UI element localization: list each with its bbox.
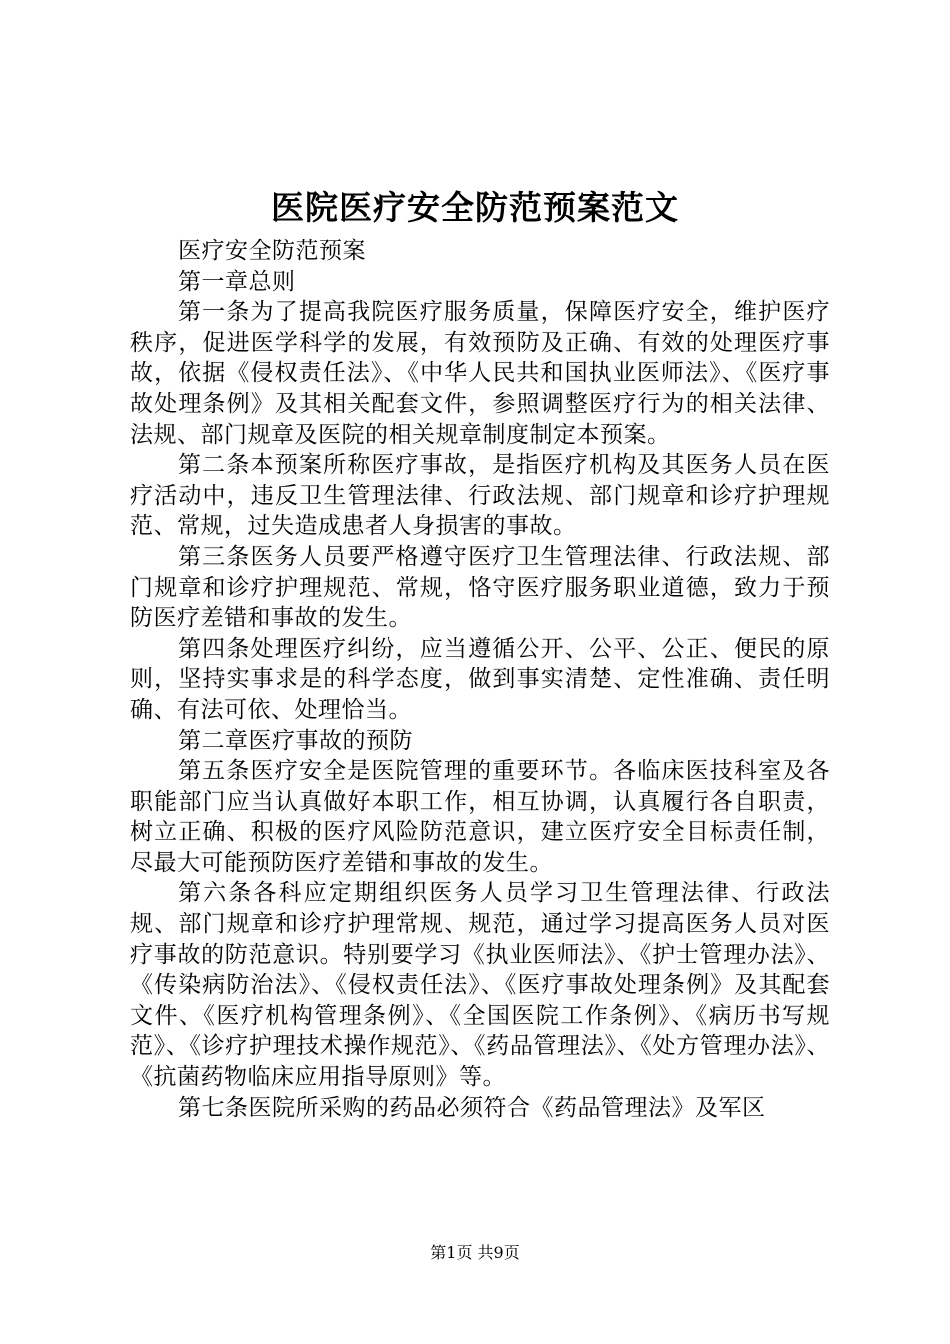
chapter-heading: 第二章医疗事故的预防 [178, 727, 413, 754]
chapter-heading: 第一章总则 [178, 268, 296, 295]
paragraph: 第六条各科应定期组织医务人员学习卫生管理法律、行政法规、部门规章和诊疗护理常规、规范，通过学习提高医务人员对医疗事故的防范意识。特别要学习《执业医师法》、《护士管理办法》、《传染病防治法》、《侵权责任法》、《医疗事故处理条例》及其配套文件、《医疗机构管理条例》、《全国医院工作条例》、《病历书写规范》、《诊疗护理技术操作规范》、《药品管理法》、《处方管理办法》、《抗菌药物临床应用指导原则》等。 [130, 880, 830, 1091]
paragraph: 第七条医院所采购的药品必须符合《药品管理法》及军区 [178, 1094, 766, 1121]
section-heading: 医疗安全防范预案 [178, 238, 366, 264]
paragraph: 第三条医务人员要严格遵守医疗卫生管理法律、行政法规、部门规章和诊疗护理规范、常规，恪守医疗服务职业道德，致力于预防医疗差错和事故的发生。 [130, 543, 830, 632]
document-title: 医院医疗安全防范预案范文 [271, 188, 679, 227]
paragraph: 第一条为了提高我院医疗服务质量，保障医疗安全，维护医疗秩序，促进医学科学的发展，有效预防及正确、有效的处理医疗事故，依据《侵权责任法》、《中华人民共和国执业医师法》、《医疗事故处理条例》及其相关配套文件，参照调整医疗行为的相关法律、法规、部门规章及医院的相关规章制度制定本预案。 [130, 299, 830, 448]
document-body [130, 236, 830, 1123]
paragraph: 第四条处理医疗纠纷，应当遵循公开、公平、公正、便民的原则，坚持实事求是的科学态度，做到事实清楚、定性准确、责任明确、有法可依、处理恰当。 [130, 635, 830, 723]
paragraph: 第二条本预案所称医疗事故，是指医疗机构及其医务人员在医疗活动中，违反卫生管理法律、行政法规、部门规章和诊疗护理规范、常规，过失造成患者人身损害的事故。 [130, 452, 830, 540]
paragraph: 第五条医疗安全是医院管理的重要环节。各临床医技科室及各职能部门应当认真做好本职工作，相互协调，认真履行各自职责，树立正确、积极的医疗风险防范意识，建立医疗安全目标责任制，尽最大可能预防医疗差错和事故的发生。 [130, 758, 830, 876]
page-footer: 第1页 共9页 [430, 1243, 520, 1262]
